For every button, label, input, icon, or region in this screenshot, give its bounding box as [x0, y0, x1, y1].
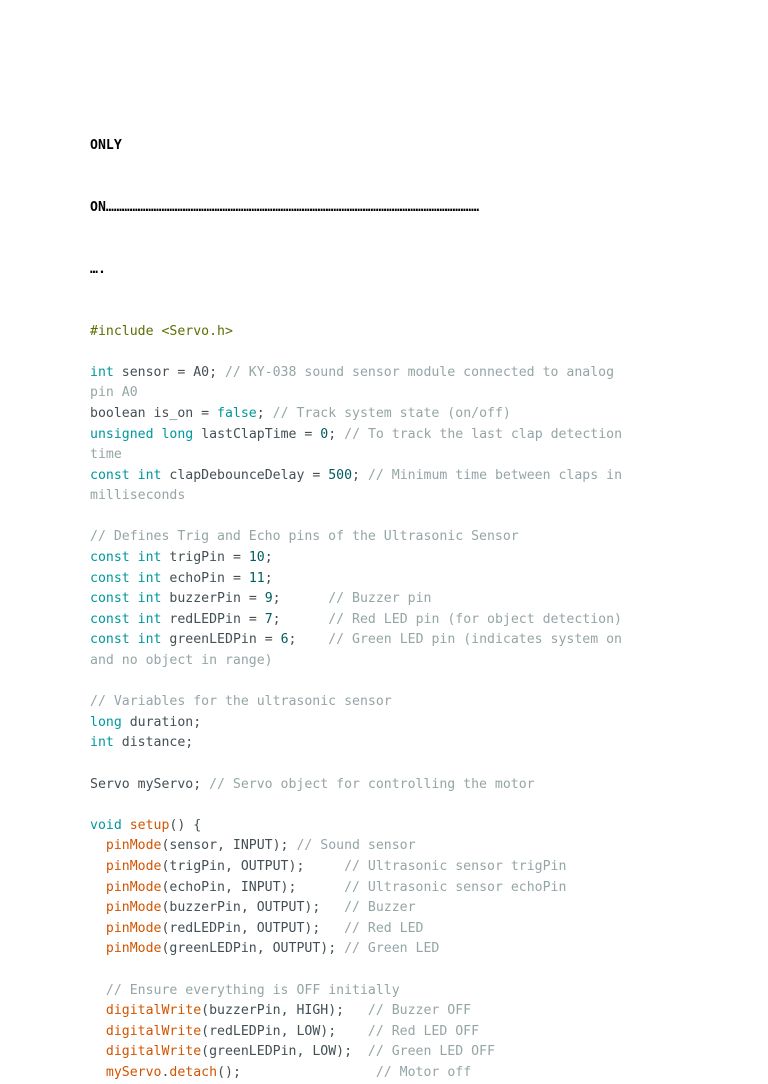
code-line: [90, 713, 690, 734]
code-text: [130, 571, 138, 586]
code-keyword: long: [90, 714, 122, 730]
code-comment: // Defines Trig and Echo pins of the Ultrasonic Sensor: [90, 529, 519, 545]
code-keyword: unsigned: [90, 426, 154, 442]
code-line: [90, 425, 690, 446]
code-line: [90, 960, 690, 981]
code-text: [90, 921, 106, 936]
code-line: [90, 672, 690, 693]
code-comment: // Green LED pin (indicates system on: [328, 632, 622, 648]
code-number: 6: [280, 632, 289, 648]
code-text: greenLEDPin =: [161, 632, 281, 648]
code-text: [90, 838, 106, 853]
code-text: (buzzerPin, HIGH);: [201, 1003, 368, 1019]
code-text: echoPin =: [161, 570, 249, 586]
code-line: [90, 1022, 690, 1043]
code-text: [130, 550, 138, 565]
code-line: [90, 816, 690, 837]
code-comment: // Ensure everything is OFF initially: [105, 982, 400, 998]
document-page: [90, 95, 690, 1084]
code-number: 7: [264, 611, 273, 627]
code-line: [90, 322, 690, 343]
code-comment: // Minimum time between claps in: [367, 467, 623, 483]
code-comment: // Green LED OFF: [367, 1044, 495, 1060]
code-line: [90, 1001, 690, 1022]
code-line: [90, 1042, 690, 1063]
code-comment: // Buzzer: [344, 900, 416, 916]
code-comment: // Sound sensor: [296, 838, 416, 854]
code-keyword: const: [90, 570, 130, 586]
code-text: [130, 591, 138, 606]
code-keyword: int: [137, 611, 162, 627]
code-keyword: int: [137, 632, 162, 648]
code-line: [90, 527, 690, 548]
code-text: (redLEDPin, LOW);: [201, 1023, 368, 1039]
code-function: myServo: [105, 1064, 162, 1080]
code-keyword: int: [90, 735, 114, 751]
code-comment: // KY-038 sound sensor module connected to analog: [224, 364, 615, 380]
code-line: [90, 754, 690, 775]
code-line: [90, 1063, 690, 1084]
code-text: [130, 612, 138, 627]
code-text: [90, 859, 106, 874]
code-line: [90, 569, 690, 590]
code-keyword: const: [90, 550, 130, 566]
code-line: [90, 775, 690, 796]
code-text: [90, 983, 106, 998]
code-keyword: const: [90, 467, 130, 483]
code-comment: // Red LED OFF: [367, 1023, 480, 1039]
code-keyword: int: [137, 550, 162, 566]
code-number: 9: [264, 591, 273, 607]
code-number: 500: [328, 467, 353, 483]
code-keyword: long: [161, 426, 194, 442]
code-line: [90, 507, 690, 528]
code-keyword: const: [90, 632, 130, 648]
code-line: [90, 630, 690, 651]
code-comment: // Buzzer OFF: [367, 1003, 472, 1019]
code-text: .: [161, 1064, 170, 1080]
code-text: [90, 900, 106, 915]
code-keyword: int: [137, 591, 162, 607]
code-text: lastClapTime =: [193, 426, 321, 442]
code-function: detach: [169, 1064, 218, 1080]
code-text: [90, 880, 106, 895]
code-function: digitalWrite: [105, 1003, 202, 1019]
code-text: () {: [169, 817, 202, 833]
code-text: [90, 1065, 106, 1080]
code-line: [90, 466, 690, 487]
code-text: ;: [256, 405, 273, 421]
code-comment: // Buzzer pin: [328, 591, 432, 607]
code-function: pinMode: [105, 838, 162, 854]
code-text: ;: [352, 467, 368, 483]
code-text: [90, 1003, 106, 1018]
code-text: [90, 941, 106, 956]
code-listing: [90, 322, 690, 1084]
code-function: pinMode: [105, 941, 162, 957]
code-keyword: int: [137, 570, 162, 586]
code-text: [130, 468, 138, 483]
code-comment: // Ultrasonic sensor echoPin: [344, 879, 567, 895]
code-line: [90, 383, 690, 404]
code-number: 10: [248, 550, 265, 566]
code-line: [90, 795, 690, 816]
code-text: Servo myServo;: [90, 776, 210, 792]
code-function: digitalWrite: [105, 1044, 202, 1060]
code-line: [90, 981, 690, 1002]
code-text: [90, 1044, 106, 1059]
code-text: (trigPin, OUTPUT);: [161, 858, 345, 874]
code-text: redLEDPin =: [161, 611, 265, 627]
code-text: ;: [264, 550, 273, 566]
code-text: (redLEDPin, OUTPUT);: [161, 920, 345, 936]
code-comment: // Ultrasonic sensor trigPin: [344, 858, 567, 874]
code-text: (greenLEDPin, LOW);: [201, 1044, 368, 1060]
code-function: pinMode: [105, 920, 162, 936]
code-line: [90, 898, 690, 919]
code-text: (greenLEDPin, OUTPUT);: [161, 941, 345, 957]
code-text: sensor = A0;: [113, 364, 225, 380]
code-text: (echoPin, INPUT);: [161, 879, 345, 895]
code-keyword: false: [217, 405, 257, 421]
code-comment: time: [90, 447, 122, 463]
code-keyword: const: [90, 611, 130, 627]
code-line: [90, 610, 690, 631]
code-text: (sensor, INPUT);: [161, 838, 297, 854]
code-line: [90, 445, 690, 466]
code-line: [90, 486, 690, 507]
code-line: [90, 342, 690, 363]
code-text: ;: [328, 426, 345, 442]
code-function: setup: [129, 817, 170, 833]
code-line: [90, 878, 690, 899]
code-line: [90, 939, 690, 960]
code-text: (buzzerPin, OUTPUT);: [161, 900, 345, 916]
code-line: [90, 857, 690, 878]
code-text: ;: [272, 591, 329, 607]
code-text: ;: [288, 632, 329, 648]
code-text: ();: [217, 1064, 376, 1080]
header-line: ON……………………………………………………………………………………………………………………………: [90, 199, 480, 215]
code-line: [90, 404, 690, 425]
code-comment: // Red LED pin (for object detection): [328, 611, 622, 627]
code-preprocessor: #include <Servo.h>: [90, 323, 233, 339]
code-comment: // Green LED: [344, 941, 440, 957]
code-text: ;: [264, 570, 273, 586]
code-text: [130, 632, 138, 647]
code-text: duration;: [121, 714, 202, 730]
code-comment: // Variables for the ultrasonic sensor: [90, 694, 392, 710]
code-function: pinMode: [105, 858, 162, 874]
code-comment: // Motor off: [375, 1064, 472, 1080]
code-text: distance;: [113, 735, 194, 751]
code-comment: pin A0: [90, 385, 138, 401]
code-comment: // Track system state (on/off): [272, 405, 511, 421]
code-line: [90, 651, 690, 672]
header-line: ….: [90, 261, 106, 277]
code-function: digitalWrite: [105, 1023, 202, 1039]
code-text: boolean is_on =: [90, 405, 218, 421]
code-line: [90, 733, 690, 754]
code-text: clapDebounceDelay =: [161, 467, 329, 483]
code-keyword: const: [90, 591, 130, 607]
code-number: 11: [248, 570, 265, 586]
code-comment: // Servo object for controlling the motor: [209, 776, 535, 792]
code-line: [90, 919, 690, 940]
code-keyword: void: [90, 817, 122, 833]
code-comment: milliseconds: [90, 488, 186, 504]
code-line: [90, 589, 690, 610]
code-text: ;: [272, 611, 329, 627]
document-header: [90, 95, 690, 322]
code-comment: and no object in range): [90, 653, 273, 669]
code-function: pinMode: [105, 879, 162, 895]
code-keyword: int: [137, 467, 162, 483]
code-comment: // To track the last clap detection: [344, 426, 623, 442]
code-text: buzzerPin =: [161, 591, 265, 607]
code-text: [122, 818, 130, 833]
code-line: [90, 836, 690, 857]
code-line: [90, 363, 690, 384]
code-function: pinMode: [105, 900, 162, 916]
code-keyword: int: [90, 364, 114, 380]
code-line: [90, 548, 690, 569]
code-line: [90, 692, 690, 713]
code-text: trigPin =: [161, 550, 249, 566]
code-text: [90, 1024, 106, 1039]
code-comment: // Red LED: [344, 920, 424, 936]
code-number: 0: [320, 426, 329, 442]
header-line: ONLY: [90, 138, 122, 154]
